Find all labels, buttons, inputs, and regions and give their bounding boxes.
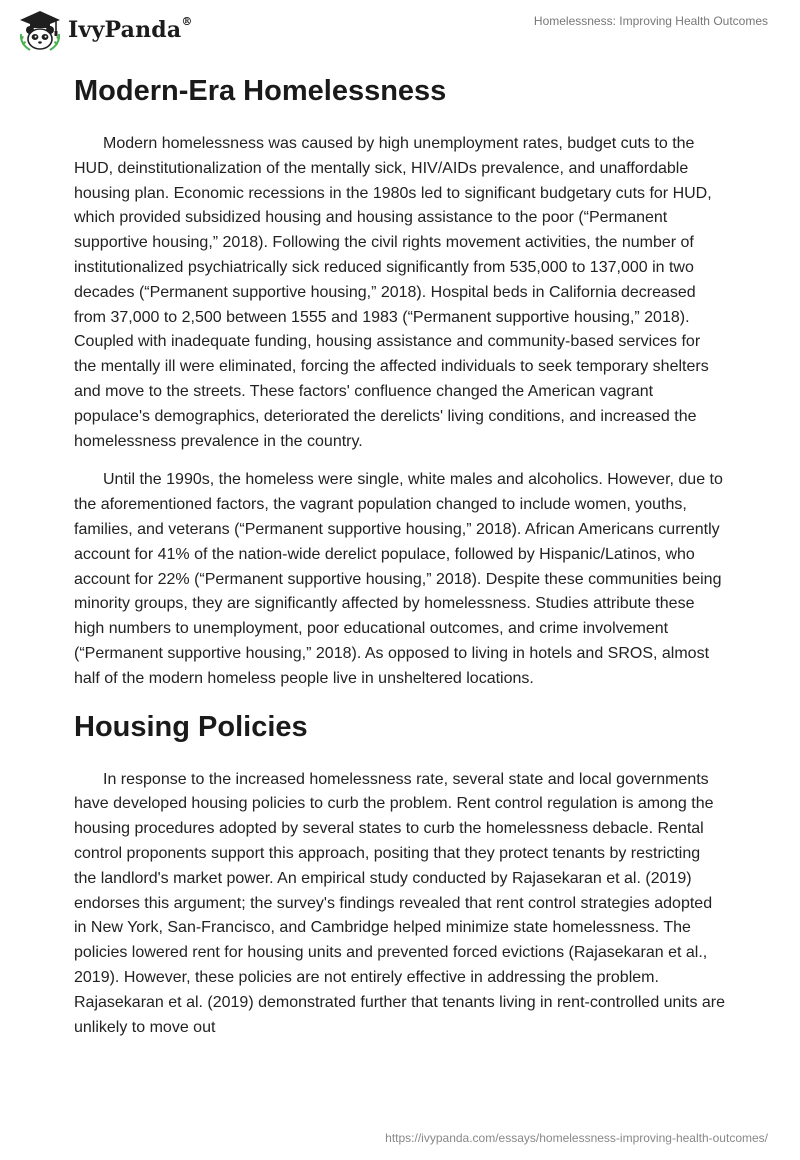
section-heading: Housing Policies [74, 710, 308, 743]
source-url[interactable]: https://ivypanda.com/essays/homelessness-improving-health-outcomes/ [385, 1131, 768, 1145]
ivypanda-logo[interactable] [16, 8, 193, 52]
page-header [0, 0, 800, 60]
panda-graduate-icon [16, 8, 64, 52]
paragraph: Modern homelessness was caused by high unemployment rates, budget cuts to the HUD, deinstitutionalization of the mentally sick, HIV/AIDs prevalence, and unaffordable housing plan. Economic recessions in the 1980s led to significant budgetary cuts for HUD, which provided subsidized housing and housing assistance to the poor (“Permanent supportive housing,” 2018). Following the civil rights movement activities, the number of institutionalized psychiatrically sick reduced significantly from 535,000 to 137,000 in two decades (“Permanent supportive housing,” 2018). Hospital beds in California decreased from 37,000 to 2,500 between 1555 and 1983 (“Permanent supportive housing,” 2018). Coupled with inadequate funding, housing assistance and community-based services for the mentally ill were eliminated, forcing the affected individuals to seek temporary shelters and move to the streets. These factors' confluence changed the American vagrant populace's demographics, deteriorated the derelicts' living conditions, and increased the homelessness prevalence in the country. [74, 135, 712, 450]
paragraph: Until the 1990s, the homeless were single, white males and alcoholics. However, due to the aforementioned factors, the vagrant population changed to include women, youths, families, and veterans (“Permanent supportive housing,” 2018). African Americans currently account for 41% of the nation-wide derelict populace, followed by Hispanic/Latinos, who account for 22% (“Permanent supportive housing,” 2018). Despite these communities being minority groups, they are significantly affected by homelessness. Studies attribute these high numbers to unemployment, poor educational outcomes, and crime involvement (“Permanent supportive housing,” 2018). As opposed to living in hotels and SROS, almost half of the modern homeless people live in unsheltered locations. [74, 471, 723, 687]
paragraph: In response to the increased homelessness rate, several state and local governments have developed housing policies to curb the problem. Rent control regulation is among the housing procedures adopted by several states to curb the homelessness debacle. Rental control proponents support this approach, positing that they protect tenants by restricting the landlord's market power. An empirical study conducted by Rajasekaran et al. (2019) endorses this argument; the survey's findings revealed that rent control strategies adopted in New York, San-Francisco, and Cambridge helped minimize state homelessness. The policies lowered rent for housing units and prevented forced evictions (Rajasekaran et al., 2019). However, these policies are not entirely effective in addressing the problem. Rajasekaran et al. (2019) demonstrated further that tenants living in rent-controlled units are unlikely to move out [74, 770, 726, 1036]
registered-mark: ® [181, 15, 193, 28]
section-heading: Modern-Era Homelessness [74, 75, 447, 107]
logo-text: IvyPanda® [68, 15, 193, 43]
essay-content [74, 70, 726, 1054]
document-title: Homelessness: Improving Health Outcomes [533, 14, 768, 28]
